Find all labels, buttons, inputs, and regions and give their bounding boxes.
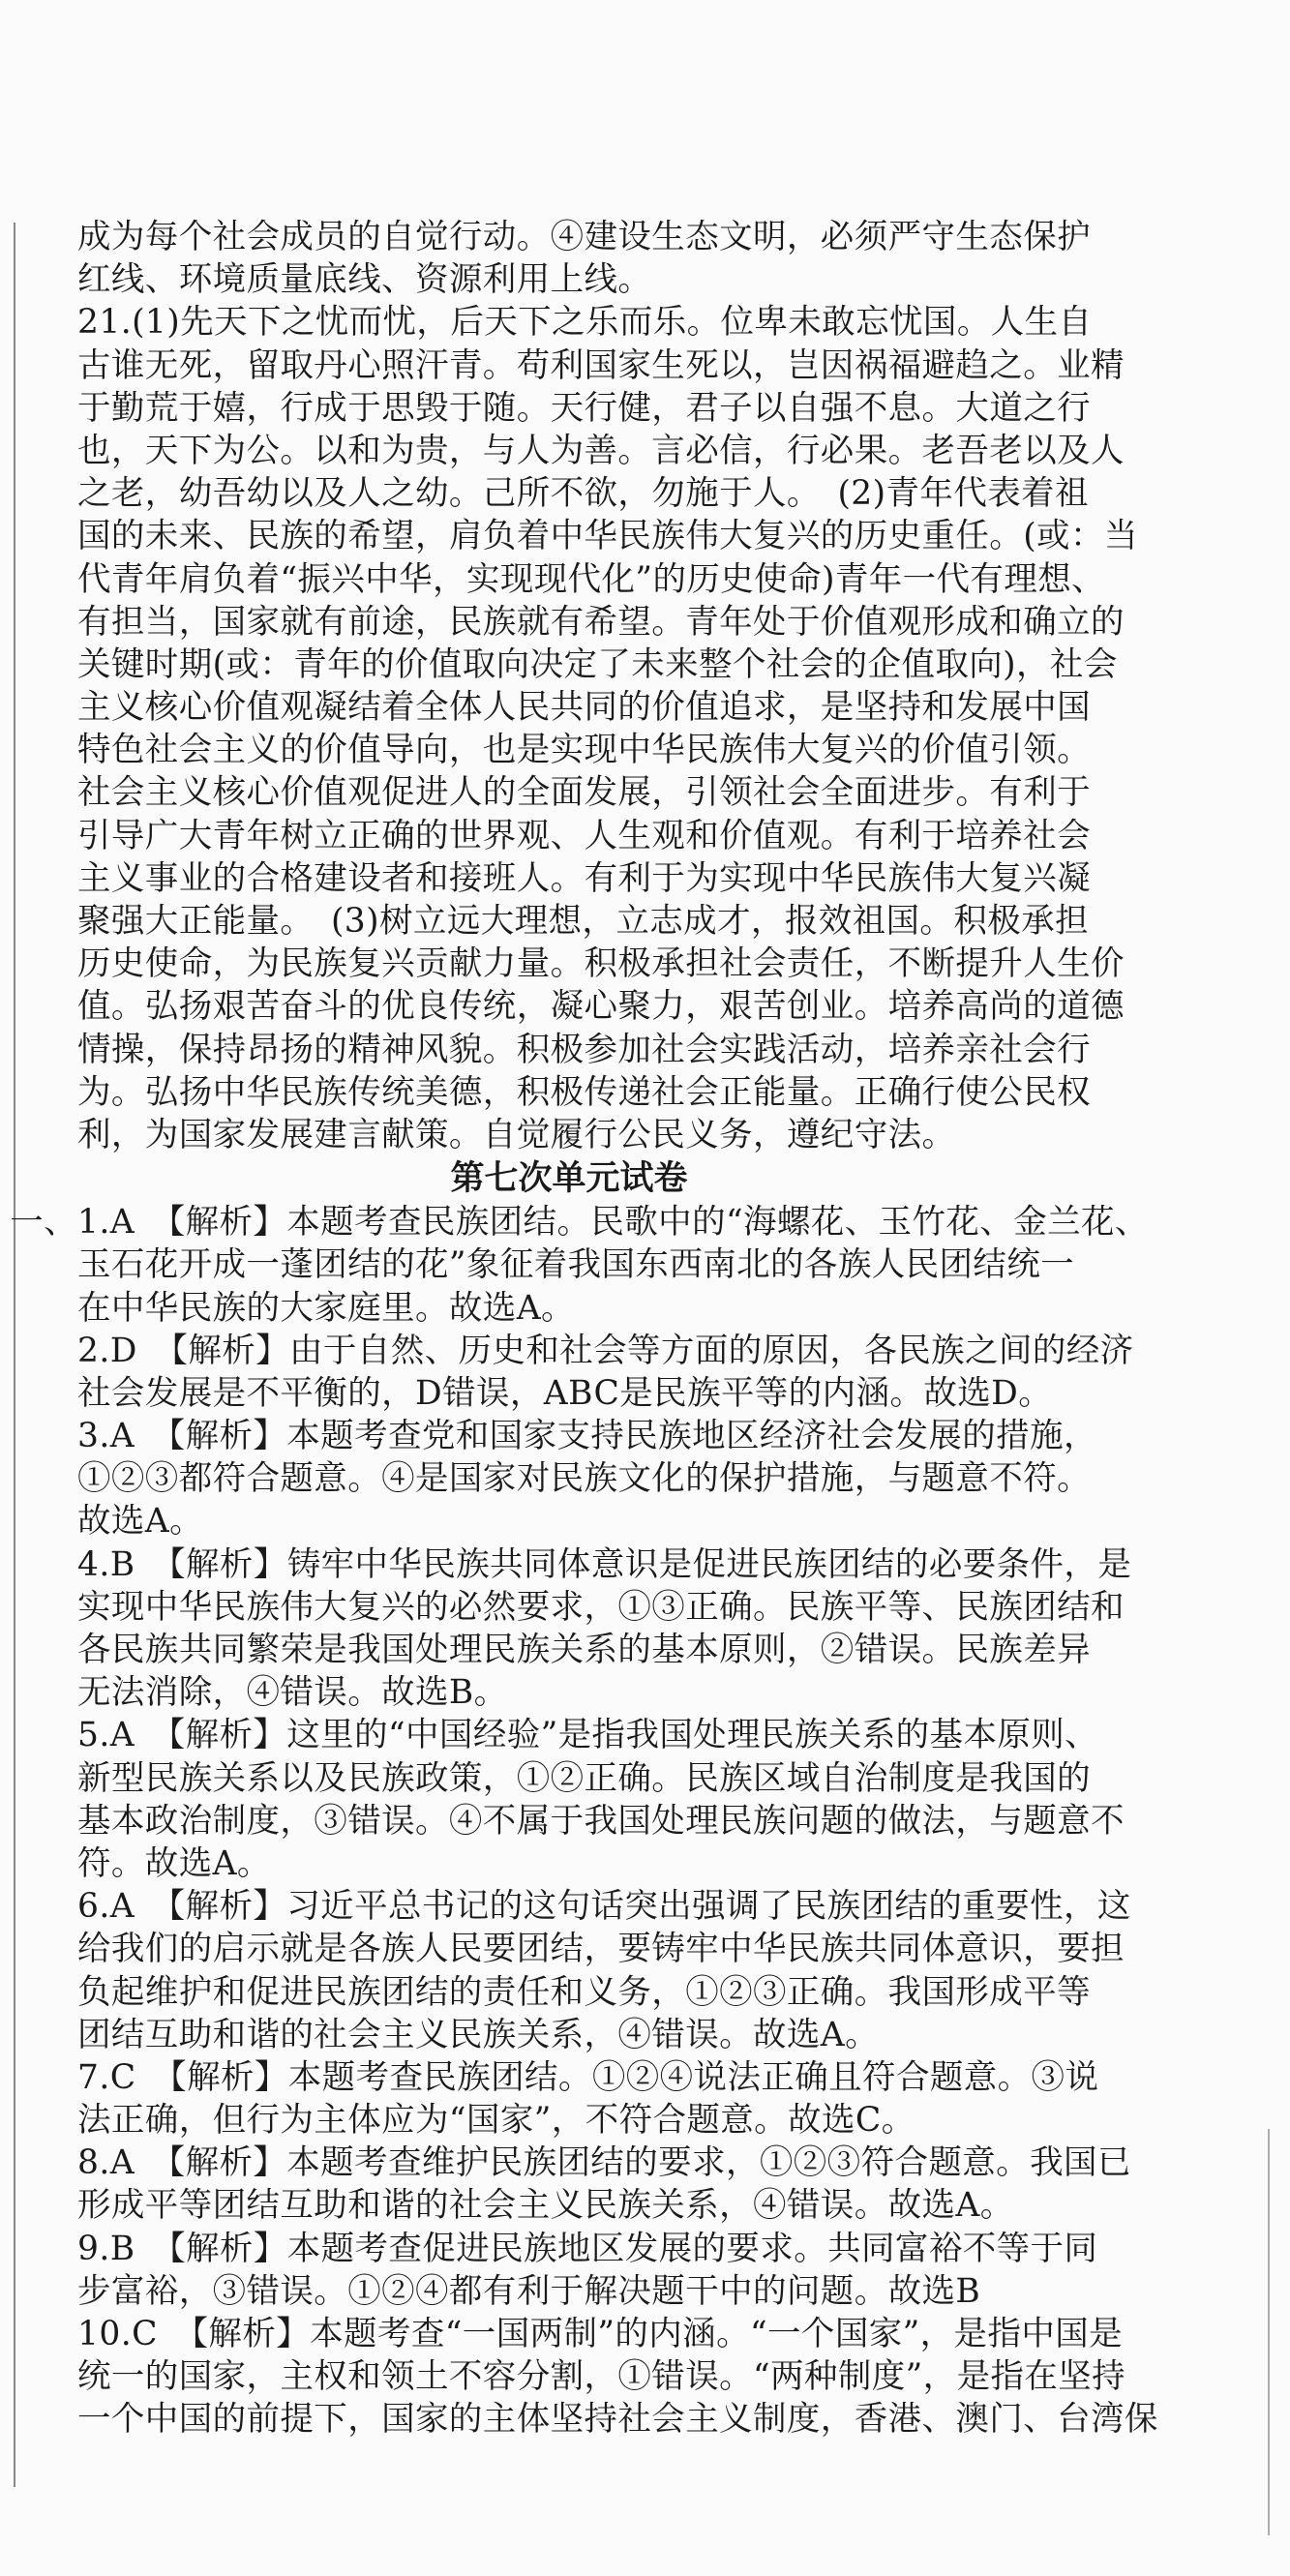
text-line: 之老，幼吾幼以及人之幼。己所不欲，勿施于人。 (2)青年代表着祖 [77, 474, 1089, 514]
text-line: 历史使命，为民族复兴贡献力量。积极承担社会责任，不断提升人生价 [77, 944, 1125, 984]
text-line: 情操，保持昂扬的精神风貌。积极参加社会实践活动，培养亲社会行 [77, 1030, 1091, 1069]
text-line: 于勤荒于嬉，行成于思毁于随。天行健，君子以自强不息。大道之行 [77, 388, 1091, 428]
text-line: 成为每个社会成员的自觉行动。④建设生态文明，必须严守生态保护 [77, 218, 1091, 256]
text-line: 也，天下为公。以和为贵，与人为善。言必信，行必果。老吾老以及人 [77, 431, 1125, 470]
text-line: 给我们的启示就是各族人民要团结，要铸牢中华民族共同体意识，要担 [77, 1930, 1125, 1969]
text-line: 6.A 【解析】习近平总书记的这句话突出强调了民族团结的重要性，这 [77, 1887, 1131, 1927]
text-line: 社会发展是不平衡的，D错误，ABC是民族平等的内涵。故选D。 [77, 1373, 1053, 1413]
text-line: 形成平等团结互助和谐的社会主义民族关系，④错误。故选A。 [77, 2186, 1014, 2226]
section-number: 一、 [10, 1203, 77, 1243]
text-line: 3.A 【解析】本题考查党和国家支持民族地区经济社会发展的措施， [77, 1417, 1097, 1456]
text-line: 关键时期(或：青年的价值取向决定了未来整个社会的企值取向)，社会 [77, 644, 1118, 684]
text-line: 红线、环境质量底线、资源利用上线。 [77, 260, 652, 300]
text-line: 9.B 【解析】本题考查促进民族地区发展的要求。共同富裕不等于同 [77, 2229, 1098, 2268]
text-line: 有担当，国家就有前途，民族就有希望。青年处于价值观形成和确立的 [77, 602, 1125, 642]
answer-page [10, 216, 1158, 2441]
text-line: 法正确，但行为主体应为“国家”，不符合题意。故选C。 [77, 2101, 915, 2141]
text-line: 基本政治制度，③错误。④不属于我国处理民族问题的做法，与题意不 [77, 1801, 1125, 1841]
text-line: 步富裕，③错误。①②④都有利于解决题干中的问题。故选B [77, 2271, 981, 2311]
answer-text-part1 [77, 216, 1138, 1156]
text-line: 值。弘扬艰苦奋斗的优良传统，凝心聚力，艰苦创业。培养高尚的道德 [77, 987, 1125, 1027]
text-line: 在中华民族的大家庭里。故选A。 [77, 1288, 575, 1328]
text-line: 21.(1)先天下之忧而忧，后天下之乐而乐。位卑未敢忘忧国。人生自 [77, 303, 1093, 343]
text-line: 故选A。 [77, 1502, 204, 1542]
text-line: 各民族共同繁荣是我国处理民族关系的基本原则，②错误。民族差异 [77, 1631, 1091, 1669]
scan-edge-mark [1268, 2129, 1270, 2535]
text-line: 团结互助和谐的社会主义民族关系，④错误。故选A。 [77, 2015, 880, 2054]
text-line: 一个中国的前提下，国家的主体坚持社会主义制度，香港、澳门、台湾保 [77, 2400, 1158, 2440]
text-line: 实现中华民族伟大复兴的必然要求，①③正确。民族平等、民族团结和 [77, 1587, 1125, 1627]
text-line: 国的未来、民族的希望，肩负着中华民族伟大复兴的历史重任。(或：当 [77, 517, 1138, 556]
text-line: 7.C 【解析】本题考查民族团结。①②④说法正确且符合题意。③说 [77, 2057, 1099, 2097]
text-line: 负起维护和促进民族团结的责任和义务，①②③正确。我国形成平等 [77, 1972, 1091, 2012]
text-line: ①②③都符合题意。④是国家对民族文化的保护措施，与题意不符。 [77, 1459, 1091, 1499]
text-line: 代青年肩负着“振兴中华，实现现代化”的历史使命)青年一代有理想、 [77, 559, 1106, 599]
text-line-content: 1.A 【解析】本题考查民族团结。民歌中的“海螺花、玉竹花、金兰花、 [77, 1203, 1149, 1243]
binding-margin-line [14, 223, 15, 2487]
text-line [10, 1201, 1149, 1243]
text-line: 引导广大青年树立正确的世界观、人生观和价值观。有利于培养社会 [77, 816, 1091, 855]
text-line: 社会主义核心价值观促进人的全面发展，引领社会全面进步。有利于 [77, 773, 1091, 813]
text-line: 玉石花开成一蓬团结的花”象征着我国东西南北的各族人民团结统一 [77, 1245, 1075, 1285]
text-line: 无法消除，④错误。故选B。 [77, 1673, 508, 1713]
text-line: 8.A 【解析】本题考查维护民族团结的要求，①②③符合题意。我国已 [77, 2143, 1131, 2183]
text-line: 新型民族关系以及民族政策，①②正确。民族区域自治制度是我国的 [77, 1758, 1091, 1798]
text-line: 4.B 【解析】铸牢中华民族共同体意识是促进民族团结的必要条件，是 [77, 1544, 1132, 1584]
text-line: 利，为国家发展建言献策。自觉履行公民义务，遵纪守法。 [77, 1115, 956, 1154]
text-line: 10.C 【解析】本题考查“一国两制”的内涵。“一个国家”，是指中国是 [77, 2315, 1124, 2353]
text-line: 符。故选A。 [77, 1843, 271, 1883]
text-line: 主义核心价值观凝结着全体人民共同的价值追求，是坚持和发展中国 [77, 688, 1091, 728]
text-line: 聚强大正能量。 (3)树立远大理想，立志成才，报效祖国。积极承担 [77, 902, 1089, 941]
text-line: 5.A 【解析】这里的“中国经验”是指我国处理民族关系的基本原则、 [77, 1716, 1099, 1755]
text-line: 统一的国家，主权和领土不容分割，①错误。“两种制度”，是指在坚持 [77, 2357, 1126, 2397]
text-line: 2.D 【解析】由于自然、历史和社会等方面的原因，各民族之间的经济 [77, 1331, 1134, 1370]
text-line: 为。弘扬中华民族传统美德，积极传递社会正能量。正确行使公民权 [77, 1072, 1091, 1112]
text-line: 特色社会主义的价值导向，也是实现中华民族伟大复兴的价值引领。 [77, 731, 1091, 770]
answer-text-part2 [10, 1201, 1158, 2441]
text-line: 古谁无死，留取丹心照汗青。苟利国家生死以，岂因祸福避趋之。业精 [77, 345, 1125, 385]
section-title: 第七次单元试卷 [450, 1159, 688, 1199]
text-line: 主义事业的合格建设者和接班人。有利于为实现中华民族伟大复兴凝 [77, 858, 1091, 898]
